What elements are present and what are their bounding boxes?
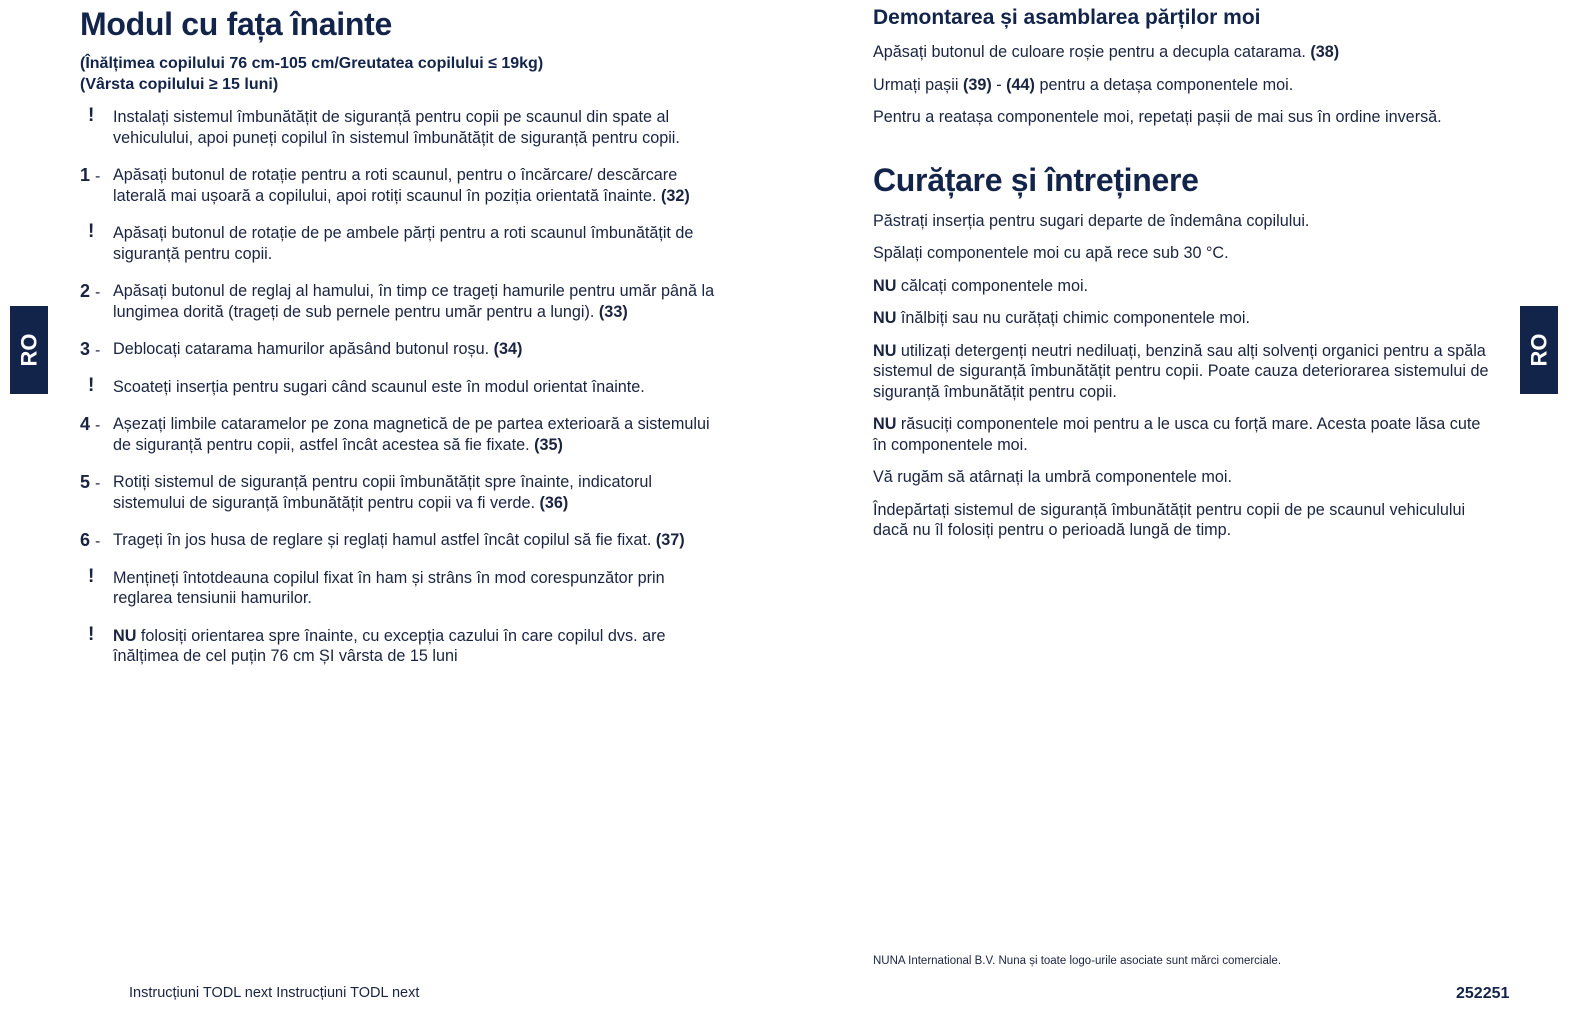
section-title-soft-parts: Demontarea și asamblarea părților moi (873, 6, 1261, 29)
step-number: 5 - (80, 472, 101, 492)
emphasis: NU (873, 309, 897, 327)
warning-text: Apăsați butonul de rotație de pe ambele părți pentru a roti scaunul îmbunătățit de siguranță pentru copii. (113, 224, 694, 263)
right-column (873, 6, 1493, 553)
paragraph: Spălați componentele moi cu apă rece sub 30 °C. (873, 244, 1229, 262)
step-text: Rotiți sistemul de siguranță pentru copii îmbunătățit spre înainte, indicatorul sistemului de siguranță îmbunătățit pentru copii va fi verde. (113, 473, 652, 512)
figure-ref: (36) (539, 493, 569, 512)
emphasis: NU (873, 276, 897, 295)
warning-note (80, 565, 720, 609)
warning-note (80, 223, 720, 264)
figure-ref: (38) (1310, 43, 1340, 61)
language-tab-right (1520, 306, 1558, 394)
paragraph: NU răsuciți componentele moi pentru a le usca cu forță mare. Acesta poate lăsa cute în componentele moi. (873, 415, 1481, 454)
step-item (80, 281, 720, 322)
step-text: Apăsați butonul de rotație pentru a roti scaunul, pentru o încărcare/ descărcare laterală mai ușoară a copilului, apoi rotiți scaunul în poziția orientată înainte. (113, 166, 678, 205)
paragraph: NU călcați componentele moi. (873, 276, 1089, 295)
paragraph: Apăsați butonul de culoare roșie pentru a decupla catarama. (38) (873, 43, 1340, 61)
figure-ref: (33) (598, 302, 628, 321)
figure-ref: (39) (962, 75, 992, 94)
step-item (80, 414, 720, 455)
step-text: Așezați limbile cataramelor pe zona magnetică de pe partea exterioară a sistemului de siguranță pentru copii, astfel încât acestea să fie fixate. (113, 415, 710, 454)
figure-ref: (44) (1006, 75, 1035, 94)
step-text: Deblocați catarama hamurilor apăsând butonul roșu. (113, 340, 490, 358)
warning-icon: ! (88, 565, 95, 587)
step-number: 4 - (80, 414, 101, 434)
warning-text: Instalați sistemul îmbunătățit de siguranță pentru copii pe scaunul din spate al vehiculului, apoi puneți copilul în sistemul îmbunătățit de siguranță pentru copii. (113, 108, 680, 147)
step-item (80, 165, 720, 206)
warning-note (80, 623, 720, 667)
left-column (80, 6, 720, 684)
step-number: 6 - (80, 530, 101, 550)
paragraph: Pentru a reatașa componentele moi, repetați pașii de mai sus în ordine inversă. (873, 108, 1442, 126)
emphasis: NU (873, 341, 897, 360)
warning-note (80, 107, 720, 148)
warning-text: folosiți orientarea spre înainte, cu excepția cazului în care copilul dvs. are înălțimea de cel puțin 76 cm ȘI vârsta de 15 luni (113, 626, 666, 665)
figure-ref: (32) (661, 186, 690, 205)
warning-text: Mențineți întotdeauna copilul fixat în ham și strâns în mod corespunzător prin reglarea tensiunii hamurilor. (113, 568, 665, 607)
step-text: Trageți în jos husa de reglare și reglați hamul astfel încât copilul să fie fixat. (113, 531, 652, 549)
paragraph: NU înălbiți sau nu curățați chimic componentele moi. (873, 309, 1250, 327)
language-tab-label: RO (1526, 333, 1551, 367)
language-tab-label: RO (16, 333, 41, 367)
subtitle-age: (Vârsta copilului ≥ 15 luni) (80, 76, 279, 93)
emphasis: NU (873, 415, 897, 433)
paragraph: NU utilizați detergenți neutri nediluați, benzină sau alți solvenți organici pentru a spăla sistemul de siguranță îmbunătățit pentru copii. Poate cauza deteriorarea sistemului de siguranță îmbunătățit pentru copii. (873, 341, 1489, 401)
subtitle-height-weight: (Înălțimea copilului 76 cm-105 cm/Greutatea copilului ≤ 19kg) (80, 55, 544, 72)
step-number: 3 - (80, 339, 101, 359)
paragraph: Urmați pașii (39) - (44) pentru a detașa componentele moi. (873, 75, 1294, 94)
page-title: Modul cu fața înainte (80, 6, 392, 42)
language-tab-left (10, 306, 48, 394)
figure-ref: (37) (655, 531, 685, 549)
footer-copyright: NUNA International B.V. Nuna și toate logo-urile asociate sunt mărci comerciale. (873, 955, 1282, 967)
figure-ref: (34) (493, 340, 523, 358)
warning-icon: ! (88, 623, 95, 645)
warning-text: Scoateți inserția pentru sugari când scaunul este în modul orientat înainte. (113, 377, 645, 396)
step-item (80, 339, 720, 360)
footer-page-code: 252251 (1456, 985, 1510, 1002)
figure-ref: (35) (534, 435, 563, 454)
step-item (80, 472, 720, 513)
paragraph: Vă rugăm să atârnați la umbră componentele moi. (873, 468, 1233, 486)
warning-icon: ! (88, 105, 95, 126)
section-title-cleaning: Curățare și întreținere (873, 161, 1199, 198)
paragraph: Îndepărtați sistemul de siguranță îmbunătățit pentru copii de pe scaunul vehiculului dacă nu îl folosiți pentru o perioadă lungă de timp. (873, 500, 1466, 539)
paragraph: Păstrați inserția pentru sugari departe de îndemâna copilului. (873, 211, 1310, 230)
warning-emphasis: NU (113, 626, 137, 645)
warning-icon: ! (88, 221, 95, 242)
footer-document-name: Instrucțiuni TODL next Instrucțiuni TODL next (129, 985, 420, 1001)
warning-note (80, 374, 720, 398)
subtitle-block (80, 53, 720, 95)
step-item (80, 530, 720, 551)
step-text: Apăsați butonul de reglaj al hamului, în timp ce trageți hamurile pentru umăr până la lungimea dorită (trageți de sub pernele pentru umăr pentru a lungi). (113, 282, 715, 321)
warning-icon: ! (88, 374, 95, 396)
step-number: 1 - (80, 165, 101, 185)
step-number: 2 - (80, 281, 101, 301)
